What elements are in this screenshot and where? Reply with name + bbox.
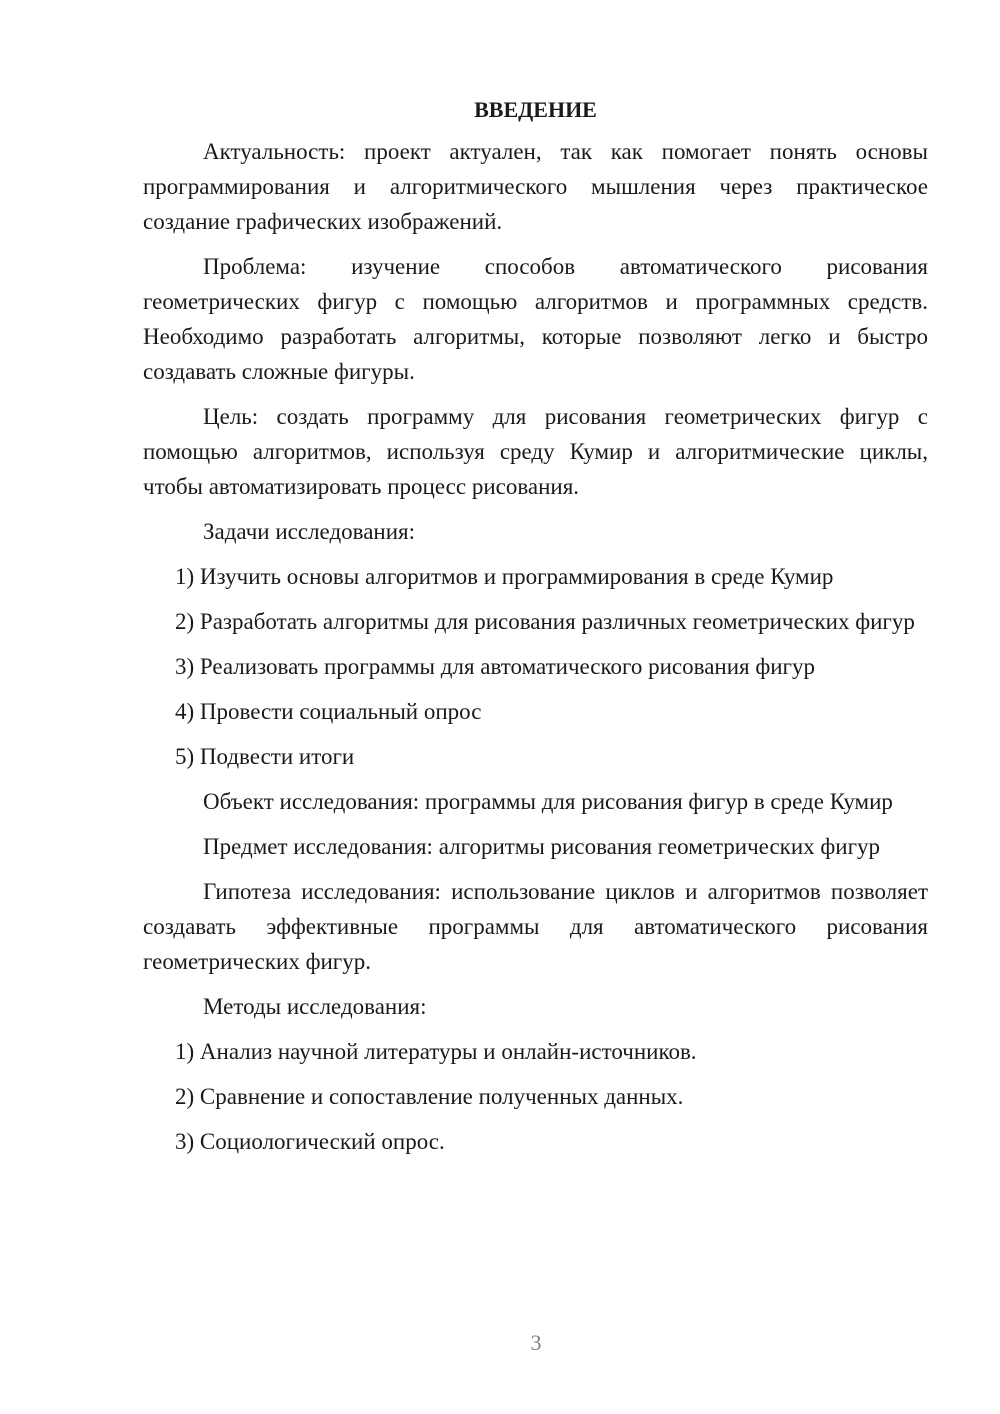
page-title: ВВЕДЕНИЕ [474, 97, 597, 122]
methods-list [143, 1034, 928, 1159]
problem-paragraph: Проблема: изучение способов автоматического рисования геометрических фигур с помощью алгоритмов и программных средств. Необходимо разработать алгоритмы, которые позволяют легко и быстро создавать сложные фигуры. [143, 254, 928, 384]
hypothesis-paragraph: Гипотеза исследования: использование циклов и алгоритмов позволяет создавать эффективные программы для автоматического рисования геометрических фигур. [143, 879, 928, 974]
methods-heading: Методы исследования: [203, 994, 427, 1019]
relevance-paragraph: Актуальность: проект актуален, так как помогает понять основы программирования и алгоритмического мышления через практическое создание графических изображений. [143, 139, 928, 234]
subject-paragraph: Предмет исследования: алгоритмы рисования геометрических фигур [203, 834, 881, 859]
list-item: 2) Разработать алгоритмы для рисования различных геометрических фигур [175, 609, 915, 634]
list-item: 3) Реализовать программы для автоматического рисования фигур [175, 654, 815, 679]
list-item: 4) Провести социальный опрос [175, 699, 482, 724]
goal-paragraph: Цель: создать программу для рисования геометрических фигур с помощью алгоритмов, используя среду Кумир и алгоритмические циклы, чтобы автоматизировать процесс рисования. [143, 404, 928, 499]
page-number: 3 [530, 1330, 542, 1355]
list-item: 1) Изучить основы алгоритмов и программирования в среде Кумир [175, 564, 834, 589]
object-paragraph: Объект исследования: программы для рисования фигур в среде Кумир [203, 789, 893, 814]
tasks-list [143, 559, 928, 774]
list-item: 2) Сравнение и сопоставление полученных данных. [175, 1084, 684, 1109]
document-page [143, 92, 928, 1169]
tasks-heading: Задачи исследования: [203, 519, 416, 544]
list-item: 3) Социологический опрос. [175, 1129, 445, 1154]
list-item: 5) Подвести итоги [175, 744, 355, 769]
list-item: 1) Анализ научной литературы и онлайн-источников. [175, 1039, 697, 1064]
